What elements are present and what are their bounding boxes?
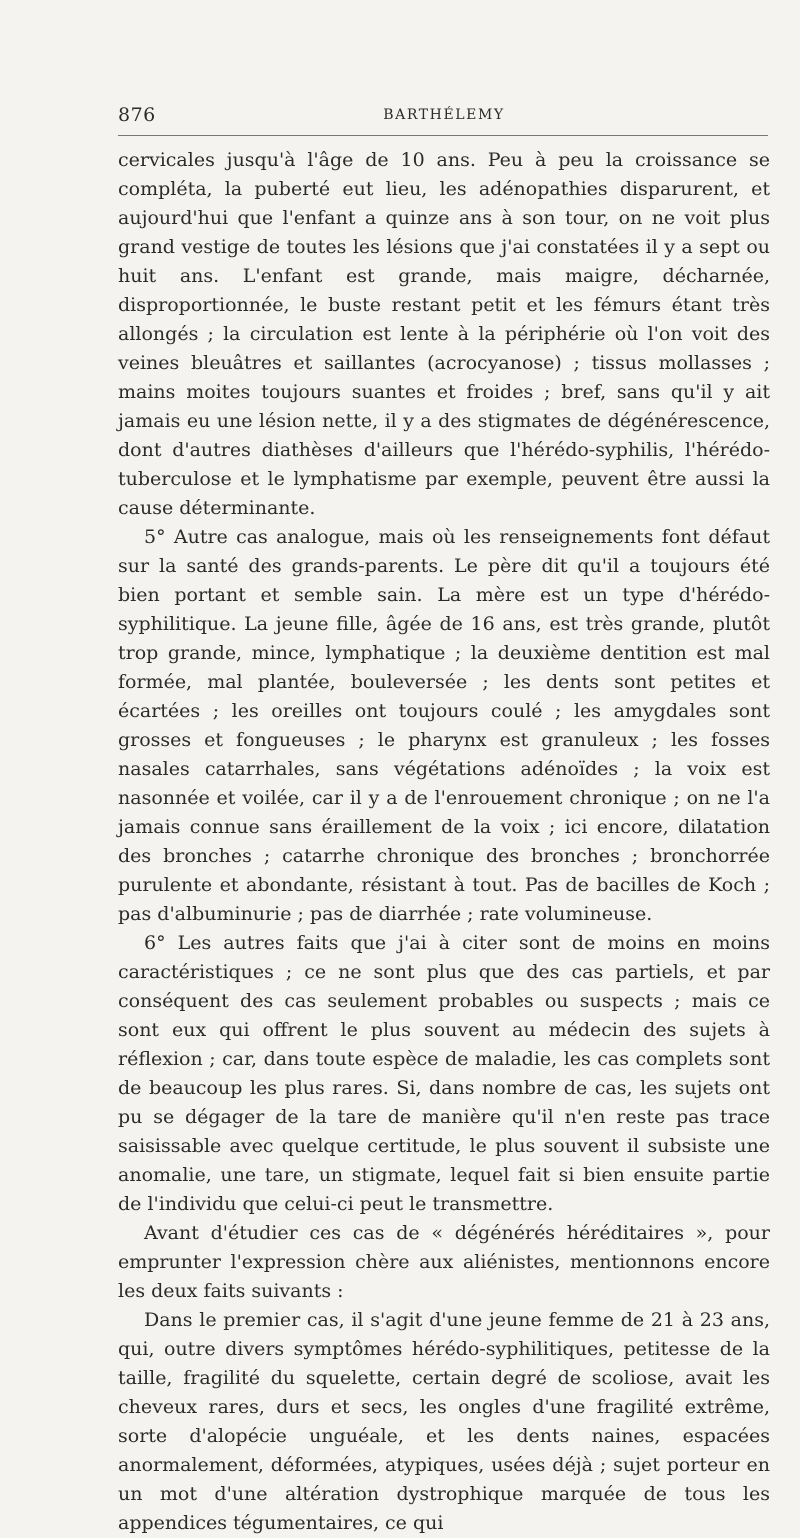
paragraph-4: Avant d'étudier ces cas de « dégénérés héréditaires », pour emprunter l'expression chère aux aliénistes, mentionnons encore les deux faits suivants : [118, 1222, 770, 1302]
paragraph-3: 6° Les autres faits que j'ai à citer sont de moins en moins caractéristiques ; ce ne sont plus que des cas partiels, et par conséquent des cas seulement probables ou suspects ; mais ce sont eux qui offrent le plus souvent au médecin des sujets à réflexion ; car, dans toute espèce de maladie, les cas complets sont de beaucoup les plus rares. Si, dans nombre de cas, les sujets ont pu se dégager de la tare de manière qu'il n'en reste pas trace saisissable avec quelque certitude, le plus souvent il subsiste une anomalie, une tare, un stigmate, lequel fait si bien ensuite partie de l'individu que celui-ci peut le transmettre. [118, 932, 770, 1215]
paragraph-5: Dans le premier cas, il s'agit d'une jeune femme de 21 à 23 ans, qui, outre divers symptômes hérédo-syphilitiques, petitesse de la taille, fragilité du squelette, certain degré de scoliose, avait les cheveux rares, durs et secs, les ongles d'une fragilité extrême, sorte d'alopécie unguéale, et les dents naines, espacées anormalement, déformées, atypiques, usées déjà ; sujet porteur en un mot d'une altération dystrophique marquée de tous les appendices tégumentaires, ce qui [118, 1309, 770, 1534]
page-number: 876 [118, 104, 156, 126]
paragraph-2: 5° Autre cas analogue, mais où les renseignements font défaut sur la santé des grands-parents. Le père dit qu'il a toujours été bien portant et semble sain. La mère est un type d'hérédo-syphilitique. La jeune fille, âgée de 16 ans, est très grande, plutôt trop grande, mince, lymphatique ; la deuxième dentition est mal formée, mal plantée, bouleversée ; les dents sont petites et écartées ; les oreilles ont toujours coulé ; les amygdales sont grosses et fongueuses ; le pharynx est granuleux ; les fosses nasales catarrhales, sans végétations adénoïdes ; la voix est nasonnée et voilée, car il y a de l'enrouement chronique ; on ne l'a jamais connue sans éraillement de la voix ; ici encore, dilatation des bronches ; catarrhe chronique des bronches ; bronchorrée purulente et abondante, résistant à tout. Pas de bacilles de Koch ; pas d'albuminurie ; pas de diarrhée ; rate volumineuse. [118, 526, 770, 925]
page-header [118, 100, 770, 130]
body-text [118, 146, 770, 1538]
header-rule [118, 135, 768, 136]
running-head: BARTHÉLEMY [383, 107, 505, 123]
paragraph-1: cervicales jusqu'à l'âge de 10 ans. Peu à peu la croissance se compléta, la puberté eut lieu, les adénopathies disparurent, et aujourd'hui que l'enfant a quinze ans à son tour, on ne voit plus grand vestige de toutes les lésions que j'ai constatées il y a sept ou huit ans. L'enfant est grande, mais maigre, décharnée, disproportionnée, le buste restant petit et les fémurs étant très allongés ; la circulation est lente à la périphérie où l'on voit des veines bleuâtres et saillantes (acrocyanose) ; tissus mollasses ; mains moites toujours suantes et froides ; bref, sans qu'il y ait jamais eu une lésion nette, il y a des stigmates de dégénérescence, dont d'autres diathèses d'ailleurs que l'hérédo-syphilis, l'hérédo-tuberculose et le lymphatisme par exemple, peuvent être aussi la cause déterminante. [118, 149, 770, 519]
